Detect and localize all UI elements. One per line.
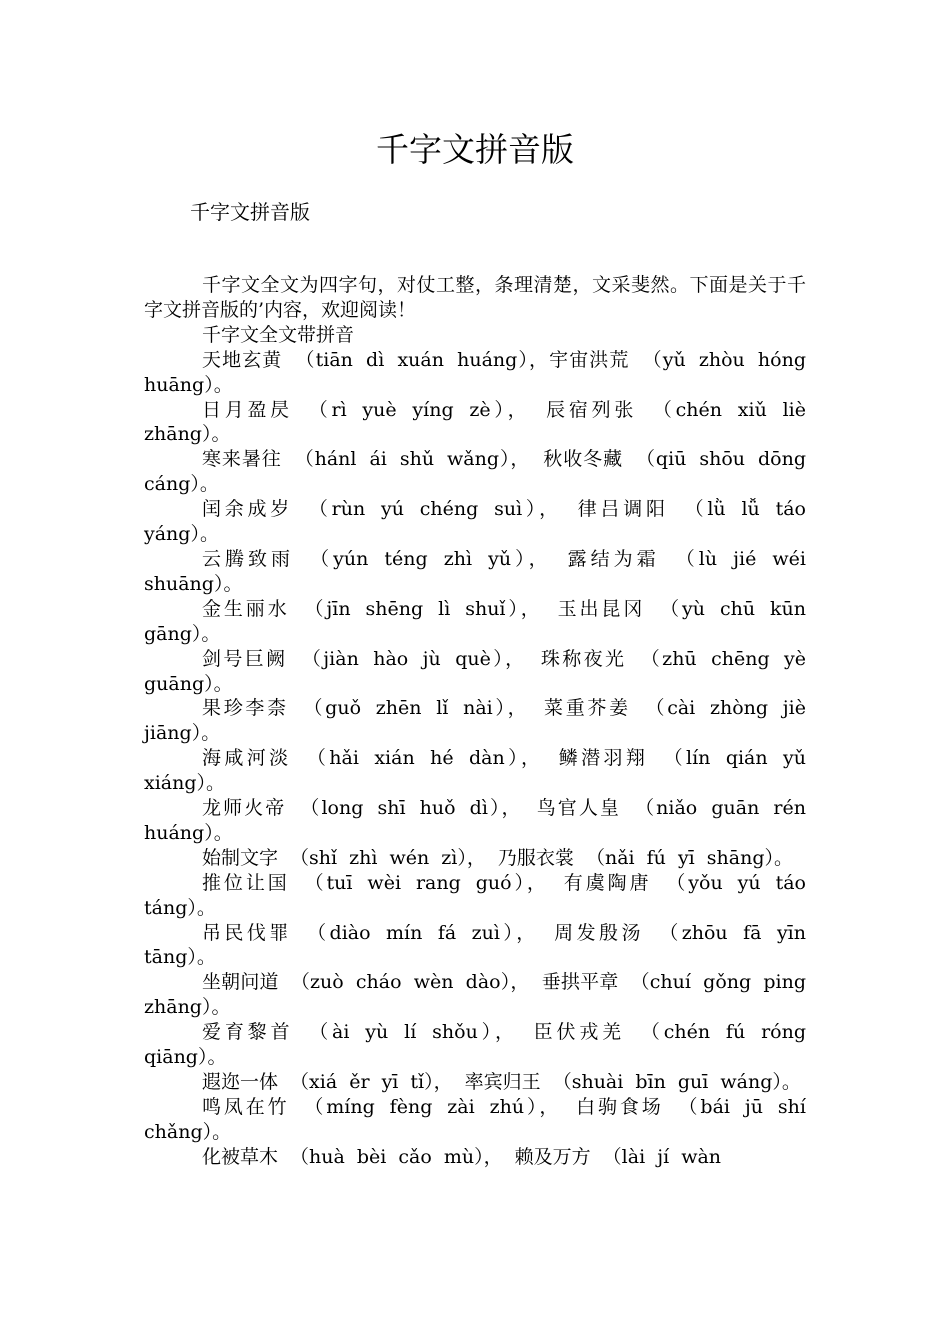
intro-paragraph: 千字文全文为四字句，对仗工整，条理清楚，文采斐然。下面是关于千字文拼音版的’内容，欢迎阅读！ [144, 274, 806, 321]
verse-line: 闰余成岁 （rùn yú chéng suì）， 律吕调阳 （lǜ lǚ táo yáng）。 [144, 498, 806, 546]
verse-line: 龙师火帝 （long shī huǒ dì）， 鸟官人皇 （niǎo guān rén huáng）。 [144, 797, 806, 844]
verse-line: 爱育黎首 （ài yù lí shǒu）， 臣伏戎羌 （chén fú róng qiāng）。 [144, 1021, 806, 1069]
verse-line: 云腾致雨 （yún téng zhì yǔ）， 露结为霜 （lù jié wéi shuāng）。 [144, 547, 806, 595]
section-heading: 千字文全文带拼音 [202, 323, 355, 346]
verse-line: 海咸河淡 （hǎi xián hé dàn）， 鳞潜羽翔 （lín qián yǔ xiáng）。 [144, 747, 806, 795]
verse-line: 日月盈昃 （rì yuè yíng zè）， 辰宿列张 （chén xiǔ liè zhāng）。 [144, 398, 806, 446]
verse-line: 寒来暑往 （hánl ái shǔ wǎng）， 秋收冬藏 （qiū shōu dōng cáng）。 [144, 448, 806, 496]
verse-line: 果珍李柰 （guǒ zhēn lǐ nài）， 菜重芥姜 （cài zhòng jiè jiāng）。 [144, 697, 806, 745]
verse-line: 天地玄黄 （tiān dì xuán huáng），宇宙洪荒 （yǔ zhòu hóng huāng）。 [144, 348, 806, 396]
verse-line: 始制文字 （shǐ zhì wén zì）， 乃服衣裳 （nǎi fú yī shāng）。 [202, 846, 794, 869]
verse-line: 鸣凤在竹 （míng fèng zài zhú）， 白驹食场 （bái jū shí chǎng）。 [144, 1095, 806, 1143]
verse-line: 遐迩一体 （xiá ěr yī tǐ）， 率宾归王 （shuài bīn guī wáng）。 [202, 1071, 801, 1093]
verse-line: 吊民伐罪 （diào mín fá zuì）， 周发殷汤 （zhōu fā yīn tāng）。 [144, 921, 806, 969]
verse-line: 金生丽水 （jīn shēng lì shuǐ）， 玉出昆冈 （yù chū kūn gāng）。 [144, 597, 806, 645]
verse-line: 坐朝问道 （zuò cháo wèn dào）， 垂拱平章 （chuí gǒng ping zhāng）。 [144, 971, 806, 1019]
document-body [144, 273, 806, 1170]
verse-line: 化被草木 （huà bèi cǎo mù）， 赖及万方 （lài jí wàn [202, 1145, 722, 1168]
document-subtitle: 千字文拼音版 [190, 200, 310, 224]
document-title: 千字文拼音版 [376, 130, 574, 169]
verse-line: 推位让国 （tuī wèi rang guó）， 有虞陶唐 （yǒu yú táo táng）。 [144, 871, 806, 919]
verse-line: 剑号巨阙 （jiàn hào jù què）， 珠称夜光 （zhū chēng yè guāng）。 [144, 647, 806, 695]
